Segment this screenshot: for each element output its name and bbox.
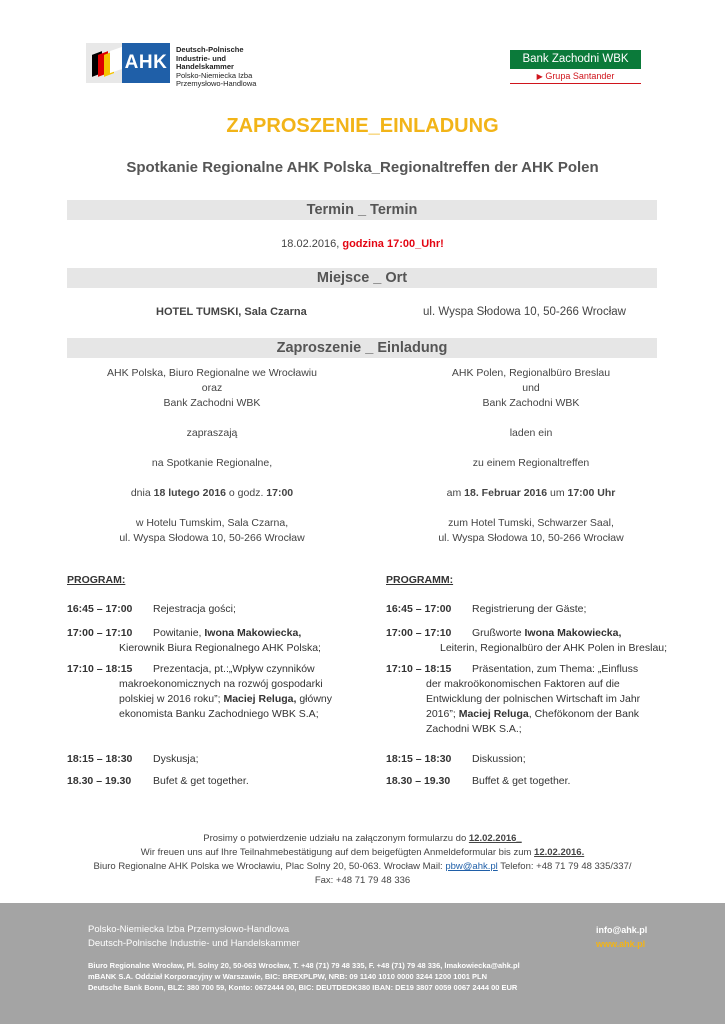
- termin-header: Termin _ Termin: [67, 200, 657, 220]
- program-de: PROGRAMM: 16:45 – 17:00 Registrierung der Gäste; 17:00 – 17:10 Grußworte Iwona Makowiecka, Leiterin, Regionalbüro der AHK Polen in Breslau; 17:10 – 18:15 Präsentation, zum Thema: „Einfluss der makroökonomischen Faktoren auf die Entwicklung der polnischen Wirtschaft im Jahr 2016”; Maciej Reluga, Chefökonom der Bank Zachodni WBK S.A.; 18:15 – 18:30 Diskussion; 18.30 – 19.30 Buffet & get together.: [386, 574, 676, 804]
- invitation-header: Zaproszenie _ Einladung: [67, 338, 657, 358]
- footer: [0, 903, 725, 1024]
- page-title: ZAPROSZENIE_EINLADUNG: [226, 115, 499, 137]
- invitation-pl: AHK Polska, Biuro Regionalne we Wrocławiu oraz Bank Zachodni WBK zapraszają na Spotkanie Regionalne, dnia 18 lutego 2016 o godz. 17:00 w Hotelu Tumskim, Sala Czarna, ul. Wyspa Słodowa 10, 50-266 Wrocław: [107, 367, 317, 544]
- venue-name: HOTEL TUMSKI, Sala Czarna: [156, 306, 307, 318]
- program-pl-header: PROGRAM:: [67, 574, 126, 586]
- ahk-logo-text: Deutsch-Polnische Industrie- und Handelskammer Polsko-Niemiecka Izba Przemysłowo-Handlowa: [176, 45, 257, 88]
- email-link[interactable]: pbw@ahk.pl: [445, 861, 498, 872]
- ahk-logo: [86, 43, 286, 88]
- program-pl: PROGRAM: 16:45 – 17:00 Rejestracja gości; 17:00 – 17:10 Powitanie, Iwona Makowiecka, Kierownik Biura Regionalnego AHK Polska; 17:10 – 18:15 Prezentacja, pt.:„Wpływ czynników makroekonomicznych na rozwój gospodarki polskiej w 2016 roku”; Maciej Reluga, główny ekonomista Banku Zachodniego WBK S.A; 18:15 – 18:30 Dyskusja; 18.30 – 19.30 Bufet & get together.: [67, 574, 357, 804]
- ahk-logo-mark: AHK: [122, 43, 170, 83]
- footer-web[interactable]: www.ahk.pl: [596, 939, 646, 949]
- venue-address: ul. Wyspa Słodowa 10, 50-266 Wrocław: [423, 306, 626, 318]
- bank-logo-group: ▶ Grupa Santander: [510, 69, 641, 84]
- footer-address: Biuro Regionalne Wrocław, Pl. Solny 20, 50-063 Wrocław, T. +48 (71) 79 48 335, F. +48 (71) 79 48 336, lmakowiecka@ahk.pl mBANK S.A. Oddział Korporacyjny w Warszawie, BIC: BREXPLPW, NRB: 09 1140 1010 0000 3244 1200 1001 PLN Deutsche Bank Bonn, BLZ: 380 700 59, Konto: 0672444 00, BIC: DEUTDEDK380 IBAN: DE19 3807 0059 0067 2444 00 EUR: [88, 961, 520, 992]
- page-subtitle: Spotkanie Regionalne AHK Polska_Regionaltreffen der AHK Polen: [126, 159, 599, 176]
- footer-contact: [596, 923, 647, 951]
- footer-email[interactable]: info@ahk.pl: [596, 925, 648, 935]
- miejsce-header: Miejsce _ Ort: [67, 268, 657, 288]
- bank-logo-name: Bank Zachodni WBK: [510, 50, 641, 69]
- footer-org: Polsko-Niemiecka Izba Przemysłowo-Handlowa Deutsch-Polnische Industrie- und Handelskammer: [88, 924, 300, 949]
- flag-icon: [86, 43, 124, 83]
- invitation-de: AHK Polen, Regionalbüro Breslau und Bank Zachodni WBK laden ein zu einem Regionaltreffen am 18. Februar 2016 um 17:00 Uhr zum Hotel Tumski, Schwarzer Saal, ul. Wyspa Słodowa 10, 50-266 Wrocław: [438, 367, 624, 544]
- bank-logo: [510, 50, 641, 84]
- termin-date: 18.02.2016, godzina 17:00_Uhr!: [281, 238, 444, 250]
- program-de-header: PROGRAMM:: [386, 574, 454, 586]
- rsvp-note: Prosimy o potwierdzenie udziału na załączonym formularzu do 12.02.2016_ Wir freuen uns auf Ihre Teilnahmebestätigung auf dem beigefügten Anmeldeformular bis zum 12.02.2016. Biuro Regionalne AHK Polska we Wrocławiu, Plac Solny 20, 50-063. Wrocław Mail: pbw@ahk.pl Telefon: +48 71 79 48 335/337/ Fax: +48 71 79 48 336: [93, 833, 632, 886]
